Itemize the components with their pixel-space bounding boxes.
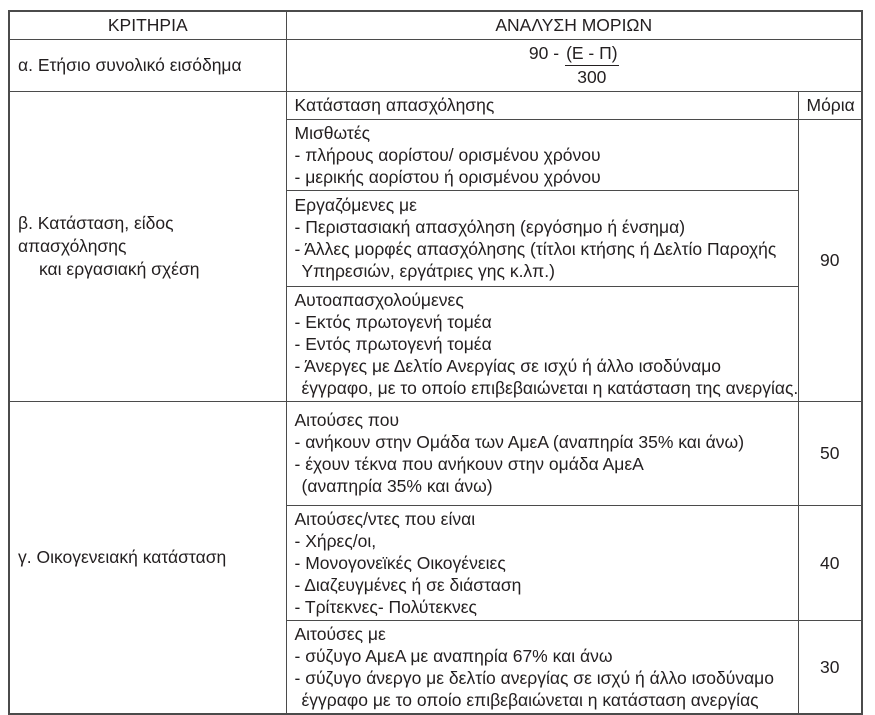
analysis-column-header: ΑΝΑΛΥΣΗ ΜΟΡΙΩΝ: [286, 11, 862, 39]
list-item: - Διαζευγμένες ή σε διάσταση: [294, 574, 522, 595]
list-item: - Περιστασιακή απασχόληση (εργόσημο ή ένσημα): [294, 217, 686, 237]
row-c-points-50: 50: [798, 401, 862, 505]
list-item: έγγραφο με το οποίο επιβεβαιώνεται η κατάσταση ανεργίας: [301, 689, 759, 710]
list-item: - σύζυγο άνεργο με δελτίο ανεργίας σε ισχύ ή άλλο ισοδύναμο: [294, 667, 774, 688]
list-item: - Εκτός πρωτογενή τομέα: [294, 311, 492, 332]
points-column-header: Μόρια: [798, 91, 862, 119]
criteria-column-header: ΚΡΙΤΗΡΙΑ: [9, 11, 286, 39]
list-item: - πλήρους αορίστου/ ορισμένου χρόνου: [294, 144, 601, 165]
list-item: (αναπηρία 35% και άνω): [301, 476, 493, 496]
list-item: - Εντός πρωτογενή τομέα: [294, 333, 492, 354]
list-item: Αυτοαπασχολούμενες: [294, 289, 464, 310]
row-b-subheader: [9, 91, 862, 119]
row-a-formula-cell: [286, 39, 862, 91]
working-with-cell: [286, 190, 798, 286]
salaried-cell: [286, 119, 798, 190]
list-item: - έχουν τέκνα που ανήκουν στην ομάδα ΑμεΑ: [294, 454, 644, 474]
list-item: - ανήκουν στην Ομάδα των ΑμεΑ (αναπηρία 35% και άνω): [294, 432, 745, 452]
formula-denominator: 300: [577, 66, 607, 87]
list-item: - Τρίτεκνες- Πολύτεκνες: [294, 596, 477, 617]
list-item: - Άλλες μορφές απασχόλησης (τίτλοι κτήσης ή Δελτίο Παροχής: [294, 239, 777, 259]
list-item: Υπηρεσιών, εργάτριες γης κ.λπ.): [301, 261, 555, 281]
table-header-row: [9, 11, 862, 39]
applicants-disability-cell: [286, 401, 798, 505]
self-employed-cell: [286, 286, 798, 401]
list-item: Αιτούσες/ντες που είναι: [294, 508, 476, 529]
employment-status-subheader: Κατάσταση απασχόλησης: [286, 91, 798, 119]
row-c-points-30: 30: [798, 620, 862, 714]
list-item: Μισθωτές: [294, 122, 371, 143]
formula-numerator: (Ε - Π): [565, 42, 619, 66]
row-c-points-40: 40: [798, 505, 862, 620]
applicants-family-cell: [286, 505, 798, 620]
row-b-points-value: 90: [798, 119, 862, 401]
list-item: έγγραφο, με το οποίο επιβεβαιώνεται η κατάσταση της ανεργίας.: [301, 377, 799, 398]
list-item: - μερικής αορίστου ή ορισμένου χρόνου: [294, 166, 601, 187]
list-item: - Μονογονεϊκές Οικογένειες: [294, 552, 506, 573]
row-b-label: [9, 91, 286, 401]
formula-prefix: 90 -: [528, 42, 560, 63]
criteria-points-table: [8, 10, 863, 715]
row-c-label: γ. Οικογενειακή κατάσταση: [9, 401, 286, 714]
applicants-spouse-cell: [286, 620, 798, 714]
list-item: Αιτούσες που: [294, 410, 400, 430]
row-a-label: α. Ετήσιο συνολικό εισόδημα: [9, 39, 286, 91]
row-annual-income: [9, 39, 862, 91]
list-item: - Χήρες/οι,: [294, 530, 377, 551]
row-b-label-line1: β. Κατάσταση, είδος απασχόλησης: [18, 212, 174, 256]
income-formula: [529, 42, 619, 89]
formula-fraction: [565, 42, 619, 89]
list-item: - σύζυγο ΑμεΑ με αναπηρία 67% και άνω: [294, 645, 613, 666]
list-item: Εργαζόμενες με: [294, 195, 417, 215]
list-item: - Άνεργες με Δελτίο Ανεργίας σε ισχύ ή άλλο ισοδύναμο: [294, 355, 722, 376]
row-b-label-line2: και εργασιακή σχέση: [39, 258, 200, 279]
row-c-group-disability: [9, 401, 862, 505]
list-item: Αιτούσες με: [294, 623, 386, 644]
